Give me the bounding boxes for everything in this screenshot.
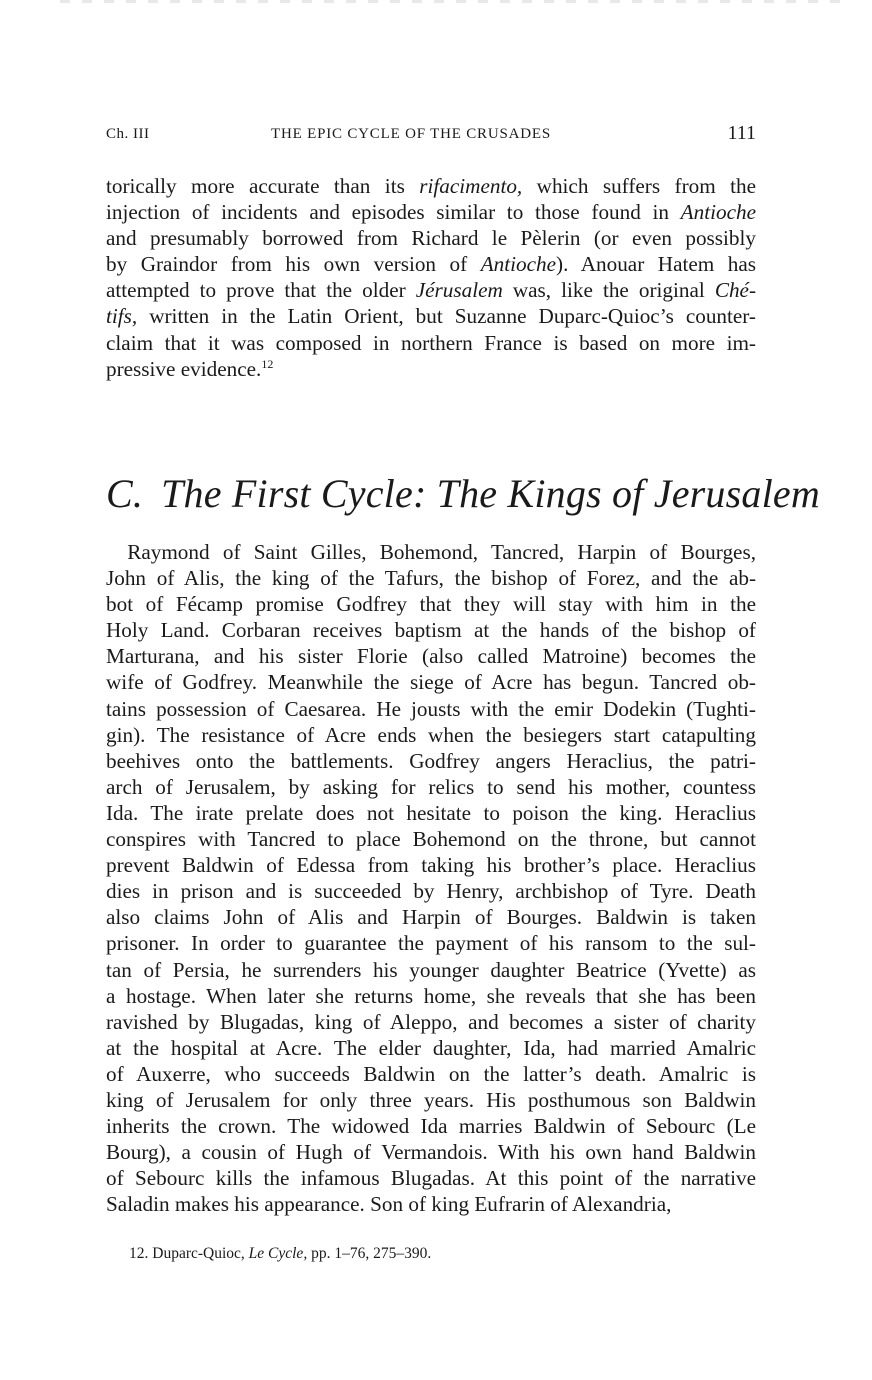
text-segment: of Sebourc kills the infamous Blugadas. At this point of the narrative [106, 1166, 756, 1191]
text-segment: injection of incidents and episodes similar to those found in [106, 200, 681, 225]
text-line [106, 774, 756, 800]
text-line [106, 303, 756, 329]
footnote-author: Duparc-Quioc, [152, 1245, 245, 1262]
text-segment: by Graindor from his own version of [106, 252, 481, 277]
text-line [106, 617, 756, 643]
text-segment: John of Alis, the king of the Tafurs, the bishop of Forez, and the ab- [106, 566, 756, 591]
text-segment: conspires with Tancred to place Bohemond on the throne, but cannot [106, 827, 756, 852]
text-segment: bot of Fécamp promise Godfrey that they will stay with him in the [106, 592, 756, 617]
footnote-pages: pp. 1–76, 275–390. [311, 1245, 432, 1262]
text-line [106, 1035, 756, 1061]
italic-segment: rifacimento, [419, 174, 523, 198]
text-segment: Saladin makes his appearance. Son of king Eufrarin of Alexandria, [106, 1192, 672, 1217]
section-letter: C. [106, 471, 144, 516]
text-line [106, 878, 756, 904]
continuation-paragraph [106, 173, 756, 382]
page-number: 111 [727, 122, 756, 144]
text-segment: Bourg), a cousin of Hugh of Vermandois. With his own hand Baldwin [106, 1140, 756, 1165]
text-segment: gin). The resistance of Acre ends when the besiegers start catapulting [106, 722, 756, 747]
text-segment: inherits the crown. The widowed Ida marries Baldwin of Sebourc (Le [106, 1114, 756, 1139]
text-line [106, 1061, 756, 1087]
text-segment: Raymond of Saint Gilles, Bohemond, Tancred, Harpin of Bourges, [106, 540, 756, 564]
text-segment: which suffers from the [522, 174, 757, 198]
text-segment: tains possession of Caesarea. He jousts with the emir Dodekin (Tughti- [106, 696, 756, 721]
italic-segment: Ché- [714, 278, 757, 303]
text-segment: beehives onto the battlements. Godfrey angers Heraclius, the patri- [106, 748, 756, 773]
text-segment: a hostage. When later she returns home, she reveals that she has been [106, 983, 756, 1008]
text-segment: Marturana, and his sister Florie (also called Matroine) becomes the [106, 644, 756, 669]
text-line [106, 1009, 756, 1035]
running-title: THE EPIC CYCLE OF THE CRUSADES [271, 126, 551, 142]
text-line [106, 904, 756, 930]
section-title: The First Cycle: The Kings of Jerusalem [161, 471, 820, 516]
italic-segment: Jérusalem [415, 278, 503, 303]
scan-edge-artifact [60, 0, 840, 3]
text-line [106, 748, 756, 774]
italic-segment: tifs, [106, 304, 138, 329]
text-segment: attempted to prove that the older [106, 278, 416, 303]
text-line [106, 251, 756, 277]
text-line [106, 565, 756, 591]
text-segment: pressive evidence. [106, 356, 262, 381]
running-head [106, 122, 756, 152]
text-line [106, 1113, 756, 1139]
chapter-label: Ch. III [106, 126, 150, 142]
text-segment: Ida. The irate prelate does not hesitate to poison the king. Heraclius [106, 800, 756, 825]
text-segment: king of Jerusalem for only three years. His posthumous son Baldwin [106, 1087, 756, 1112]
text-line [106, 983, 756, 1009]
text-line [106, 669, 756, 695]
text-segment: Holy Land. Corbaran receives baptism at the hands of the bishop of [106, 618, 756, 643]
text-line [106, 539, 756, 565]
text-line [106, 199, 756, 225]
text-line [106, 643, 756, 669]
footnote-work: Le Cycle, [248, 1245, 308, 1262]
text-segment: at the hospital at Acre. The elder daughter, Ida, had married Amalric [106, 1035, 756, 1060]
text-line [106, 1191, 756, 1217]
text-line [106, 173, 756, 199]
text-line [106, 225, 756, 251]
text-line [106, 1165, 756, 1191]
text-segment: ravished by Blugadas, king of Aleppo, and becomes a sister of charity [106, 1009, 756, 1034]
footnote-marker: 12 [261, 356, 274, 371]
text-line [106, 930, 756, 956]
text-line [106, 800, 756, 826]
italic-segment: Antioche [680, 200, 756, 225]
body-paragraph [106, 539, 756, 1217]
text-segment: ). Anouar Hatem has [556, 252, 757, 277]
italic-segment: Antioche [480, 252, 557, 277]
text-line [106, 852, 756, 878]
text-line [106, 826, 756, 852]
text-segment: arch of Jerusalem, by asking for relics to send his mother, countess [106, 774, 756, 799]
text-segment: wife of Godfrey. Meanwhile the siege of Acre has begun. Tancred ob- [106, 670, 756, 695]
text-line [106, 330, 756, 356]
text-segment: claim that it was composed in northern France is based on more im- [106, 330, 756, 355]
section-heading [106, 470, 820, 517]
text-segment: also claims John of Alis and Harpin of Bourges. Baldwin is taken [106, 905, 756, 930]
text-segment: was, like the original [502, 278, 715, 303]
text-segment: torically more accurate than its [106, 174, 420, 198]
text-line [106, 722, 756, 748]
text-line [106, 696, 756, 722]
text-line [106, 1087, 756, 1113]
text-segment: tan of Persia, he surrenders his younger daughter Beatrice (Yvette) as [106, 957, 756, 982]
text-segment: of Auxerre, who succeeds Baldwin on the latter’s death. Amalric is [106, 1061, 756, 1086]
footnote-number: 12. [129, 1245, 149, 1262]
text-line [106, 591, 756, 617]
text-line [106, 1139, 756, 1165]
text-segment: dies in prison and is succeeded by Henry, archbishop of Tyre. Death [106, 879, 756, 904]
text-segment: prisoner. In order to guarantee the payment of his ransom to the sul- [106, 931, 756, 956]
text-segment: and presumably borrowed from Richard le Pèlerin (or even possibly [106, 226, 756, 251]
text-line [106, 356, 756, 382]
text-line [106, 277, 756, 303]
text-segment: prevent Baldwin of Edessa from taking his brother’s place. Heraclius [106, 853, 756, 878]
text-line [106, 957, 756, 983]
text-segment: written in the Latin Orient, but Suzanne Duparc-Quioc’s counter- [137, 304, 756, 329]
footnote [129, 1245, 431, 1263]
